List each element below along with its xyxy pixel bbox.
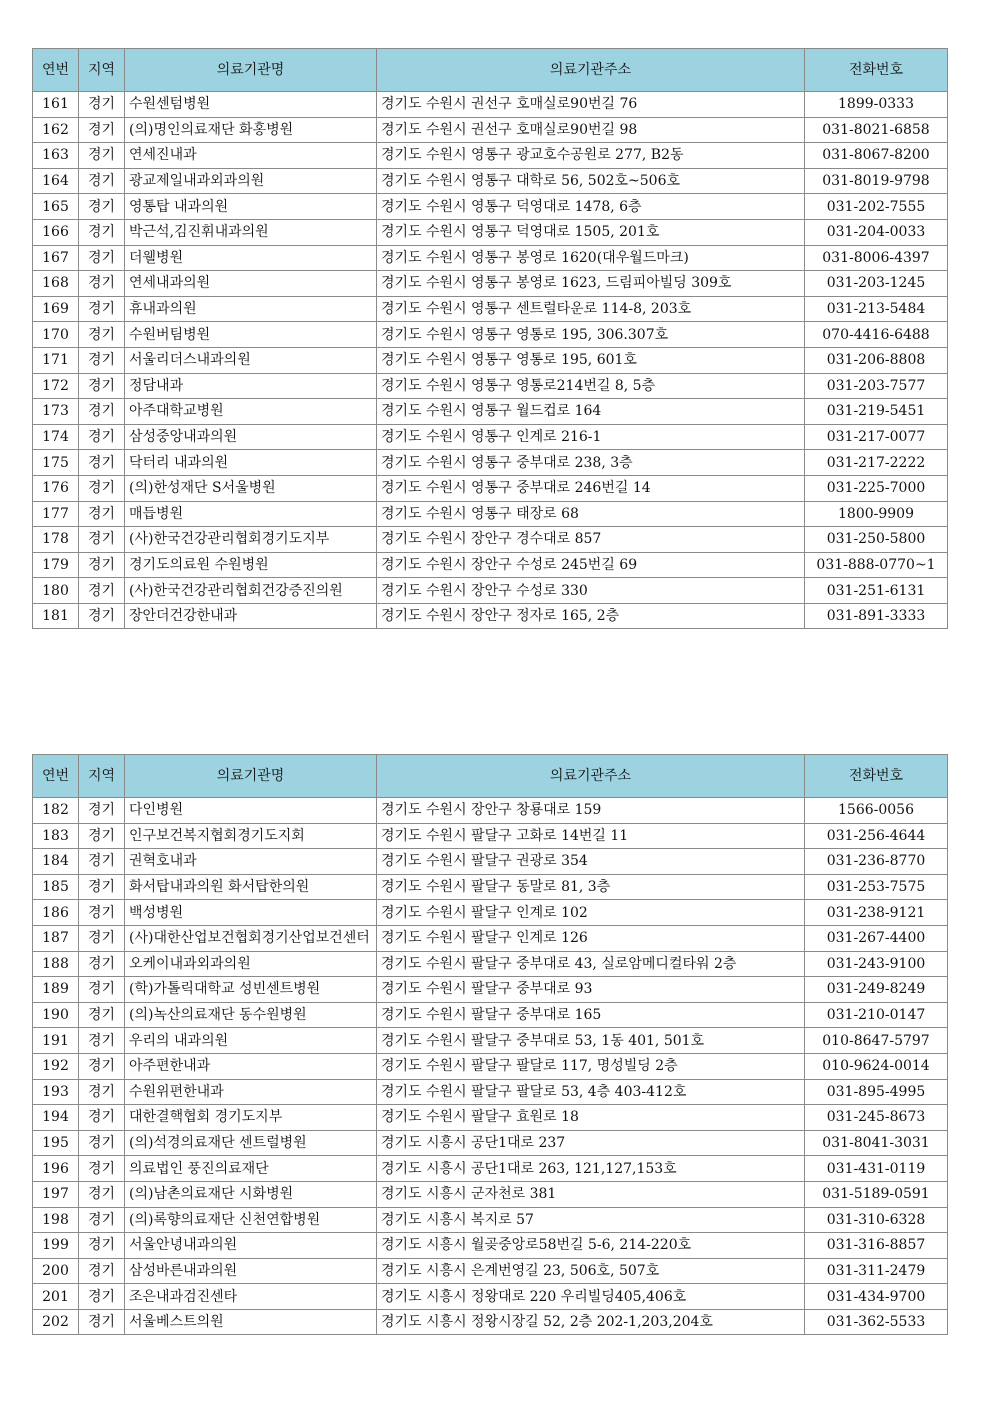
row-address: 경기도 시흥시 공단1대로 237 <box>377 1130 805 1156</box>
row-phone: 031-362-5533 <box>805 1309 948 1335</box>
table-row <box>33 951 948 977</box>
table-row <box>33 1233 948 1259</box>
row-institution-name: 수원버팀병원 <box>125 322 377 348</box>
header-institution-name: 의료기관명 <box>125 755 377 798</box>
table-row <box>33 450 948 476</box>
row-number: 195 <box>33 1130 79 1156</box>
row-region: 경기 <box>79 347 125 373</box>
row-number: 200 <box>33 1258 79 1284</box>
row-number: 181 <box>33 603 79 629</box>
row-institution-name: 광교제일내과외과의원 <box>125 168 377 194</box>
table-row <box>33 527 948 553</box>
row-institution-name: (사)대한산업보건협회경기산업보건센터 <box>125 925 377 951</box>
header-phone: 전화번호 <box>805 49 948 92</box>
row-address: 경기도 시흥시 정왕대로 220 우리빌딩405,406호 <box>377 1284 805 1310</box>
header-institution-name: 의료기관명 <box>125 49 377 92</box>
table-row <box>33 798 948 824</box>
table-row <box>33 245 948 271</box>
row-number: 199 <box>33 1233 79 1259</box>
row-region: 경기 <box>79 92 125 118</box>
row-region: 경기 <box>79 1079 125 1105</box>
row-number: 170 <box>33 322 79 348</box>
header-institution-address: 의료기관주소 <box>377 755 805 798</box>
table-row <box>33 578 948 604</box>
row-number: 171 <box>33 347 79 373</box>
row-phone: 031-891-3333 <box>805 603 948 629</box>
row-region: 경기 <box>79 424 125 450</box>
row-address: 경기도 수원시 영통구 덕영대로 1478, 6층 <box>377 194 805 220</box>
row-number: 166 <box>33 219 79 245</box>
row-institution-name: 삼성바른내과의원 <box>125 1258 377 1284</box>
row-institution-name: 아주편한내과 <box>125 1053 377 1079</box>
row-region: 경기 <box>79 798 125 824</box>
row-region: 경기 <box>79 951 125 977</box>
row-address: 경기도 수원시 팔달구 인계로 102 <box>377 900 805 926</box>
row-institution-name: 의료법인 풍진의료재단 <box>125 1156 377 1182</box>
row-phone: 031-310-6328 <box>805 1207 948 1233</box>
table-row <box>33 552 948 578</box>
row-phone: 031-251-6131 <box>805 578 948 604</box>
table-row <box>33 1207 948 1233</box>
row-institution-name: (의)록향의료재단 신천연합병원 <box>125 1207 377 1233</box>
header-no: 연번 <box>33 755 79 798</box>
row-address: 경기도 수원시 영통구 봉영로 1620(대우월드마크) <box>377 245 805 271</box>
row-institution-name: 더웰병원 <box>125 245 377 271</box>
row-region: 경기 <box>79 296 125 322</box>
row-number: 179 <box>33 552 79 578</box>
row-phone: 031-219-5451 <box>805 399 948 425</box>
row-region: 경기 <box>79 1233 125 1259</box>
header-region: 지역 <box>79 49 125 92</box>
row-region: 경기 <box>79 219 125 245</box>
row-institution-name: 닥터리 내과의원 <box>125 450 377 476</box>
row-number: 190 <box>33 1002 79 1028</box>
row-phone: 031-434-9700 <box>805 1284 948 1310</box>
table-row <box>33 143 948 169</box>
row-number: 186 <box>33 900 79 926</box>
table-row <box>33 1181 948 1207</box>
row-institution-name: 대한결핵협회 경기도지부 <box>125 1105 377 1131</box>
row-address: 경기도 시흥시 은계번영길 23, 506호, 507호 <box>377 1258 805 1284</box>
row-phone: 031-431-0119 <box>805 1156 948 1182</box>
row-address: 경기도 시흥시 복지로 57 <box>377 1207 805 1233</box>
row-region: 경기 <box>79 245 125 271</box>
row-phone: 031-245-8673 <box>805 1105 948 1131</box>
row-phone: 031-213-5484 <box>805 296 948 322</box>
row-address: 경기도 수원시 팔달구 팔달로 53, 4층 403-412호 <box>377 1079 805 1105</box>
row-number: 176 <box>33 475 79 501</box>
table-row <box>33 475 948 501</box>
row-region: 경기 <box>79 849 125 875</box>
row-institution-name: (의)한성재단 S서울병원 <box>125 475 377 501</box>
row-address: 경기도 수원시 영통구 영통로 195, 306.307호 <box>377 322 805 348</box>
row-number: 178 <box>33 527 79 553</box>
table-row <box>33 501 948 527</box>
row-address: 경기도 수원시 팔달구 인계로 126 <box>377 925 805 951</box>
table-row <box>33 271 948 297</box>
row-institution-name: 다인병원 <box>125 798 377 824</box>
row-number: 196 <box>33 1156 79 1182</box>
row-region: 경기 <box>79 373 125 399</box>
row-address: 경기도 수원시 장안구 수성로 245번길 69 <box>377 552 805 578</box>
row-address: 경기도 수원시 팔달구 팔달로 117, 명성빌딩 2층 <box>377 1053 805 1079</box>
row-region: 경기 <box>79 1181 125 1207</box>
row-address: 경기도 수원시 영통구 영통로 195, 601호 <box>377 347 805 373</box>
row-institution-name: (의)녹산의료재단 동수원병원 <box>125 1002 377 1028</box>
table-row <box>33 1309 948 1335</box>
row-phone: 010-9624-0014 <box>805 1053 948 1079</box>
row-phone: 031-311-2479 <box>805 1258 948 1284</box>
row-number: 198 <box>33 1207 79 1233</box>
row-number: 191 <box>33 1028 79 1054</box>
row-address: 경기도 수원시 팔달구 중부대로 53, 1동 401, 501호 <box>377 1028 805 1054</box>
row-phone: 031-236-8770 <box>805 849 948 875</box>
row-region: 경기 <box>79 322 125 348</box>
row-institution-name: (의)석경의료재단 센트럴병원 <box>125 1130 377 1156</box>
row-phone: 031-238-9121 <box>805 900 948 926</box>
table-row <box>33 1130 948 1156</box>
row-phone: 1800-9909 <box>805 501 948 527</box>
header-no: 연번 <box>33 49 79 92</box>
row-phone: 031-243-9100 <box>805 951 948 977</box>
table-row <box>33 977 948 1003</box>
row-address: 경기도 수원시 팔달구 중부대로 165 <box>377 1002 805 1028</box>
row-address: 경기도 수원시 팔달구 동말로 81, 3층 <box>377 874 805 900</box>
table-row <box>33 874 948 900</box>
row-number: 163 <box>33 143 79 169</box>
table-row <box>33 168 948 194</box>
row-address: 경기도 시흥시 월곶중앙로58번길 5-6, 214-220호 <box>377 1233 805 1259</box>
row-institution-name: 백성병원 <box>125 900 377 926</box>
table-row <box>33 117 948 143</box>
row-institution-name: 우리의 내과의원 <box>125 1028 377 1054</box>
row-number: 189 <box>33 977 79 1003</box>
row-phone: 031-8041-3031 <box>805 1130 948 1156</box>
row-phone: 031-203-7577 <box>805 373 948 399</box>
row-phone: 031-217-2222 <box>805 450 948 476</box>
row-number: 193 <box>33 1079 79 1105</box>
row-phone: 031-267-4400 <box>805 925 948 951</box>
row-region: 경기 <box>79 1258 125 1284</box>
table-row <box>33 1105 948 1131</box>
row-address: 경기도 수원시 영통구 중부대로 246번길 14 <box>377 475 805 501</box>
row-region: 경기 <box>79 1156 125 1182</box>
row-region: 경기 <box>79 603 125 629</box>
row-address: 경기도 수원시 장안구 정자로 165, 2층 <box>377 603 805 629</box>
row-phone: 031-8067-8200 <box>805 143 948 169</box>
row-address: 경기도 수원시 영통구 중부대로 238, 3층 <box>377 450 805 476</box>
row-region: 경기 <box>79 874 125 900</box>
table-row <box>33 1258 948 1284</box>
row-number: 185 <box>33 874 79 900</box>
row-region: 경기 <box>79 925 125 951</box>
row-phone: 031-256-4644 <box>805 823 948 849</box>
row-institution-name: (사)한국건강관리협회경기도지부 <box>125 527 377 553</box>
row-phone: 031-8021-6858 <box>805 117 948 143</box>
table-row <box>33 823 948 849</box>
row-institution-name: 장안더건강한내과 <box>125 603 377 629</box>
row-region: 경기 <box>79 1105 125 1131</box>
row-institution-name: 서울베스트의원 <box>125 1309 377 1335</box>
row-address: 경기도 수원시 팔달구 중부대로 43, 실로암메디컬타워 2층 <box>377 951 805 977</box>
row-phone: 031-5189-0591 <box>805 1181 948 1207</box>
row-address: 경기도 수원시 영통구 인계로 216-1 <box>377 424 805 450</box>
row-region: 경기 <box>79 450 125 476</box>
table-row <box>33 296 948 322</box>
row-phone: 031-8006-4397 <box>805 245 948 271</box>
table-row <box>33 373 948 399</box>
table-row <box>33 399 948 425</box>
table-row <box>33 92 948 118</box>
row-address: 경기도 수원시 팔달구 효원로 18 <box>377 1105 805 1131</box>
row-address: 경기도 수원시 장안구 경수대로 857 <box>377 527 805 553</box>
row-number: 167 <box>33 245 79 271</box>
row-number: 173 <box>33 399 79 425</box>
row-phone: 031-253-7575 <box>805 874 948 900</box>
row-address: 경기도 수원시 영통구 월드컵로 164 <box>377 399 805 425</box>
row-number: 183 <box>33 823 79 849</box>
row-phone: 031-210-0147 <box>805 1002 948 1028</box>
row-number: 165 <box>33 194 79 220</box>
row-address: 경기도 수원시 권선구 호매실로90번길 76 <box>377 92 805 118</box>
row-phone: 031-202-7555 <box>805 194 948 220</box>
table-row <box>33 603 948 629</box>
table-row <box>33 900 948 926</box>
table-row <box>33 322 948 348</box>
row-region: 경기 <box>79 168 125 194</box>
row-address: 경기도 시흥시 군자천로 381 <box>377 1181 805 1207</box>
row-address: 경기도 수원시 팔달구 권광로 354 <box>377 849 805 875</box>
row-region: 경기 <box>79 194 125 220</box>
row-institution-name: 매듭병원 <box>125 501 377 527</box>
row-number: 197 <box>33 1181 79 1207</box>
row-institution-name: 박근석,김진휘내과의원 <box>125 219 377 245</box>
row-number: 161 <box>33 92 79 118</box>
row-institution-name: 아주대학교병원 <box>125 399 377 425</box>
row-phone: 031-206-8808 <box>805 347 948 373</box>
header-institution-address: 의료기관주소 <box>377 49 805 92</box>
row-address: 경기도 수원시 팔달구 고화로 14번길 11 <box>377 823 805 849</box>
row-number: 162 <box>33 117 79 143</box>
row-address: 경기도 수원시 영통구 광교호수공원로 277, B2동 <box>377 143 805 169</box>
row-institution-name: 영통탑 내과의원 <box>125 194 377 220</box>
table-row <box>33 925 948 951</box>
row-number: 164 <box>33 168 79 194</box>
row-phone: 070-4416-6488 <box>805 322 948 348</box>
row-address: 경기도 수원시 영통구 태장로 68 <box>377 501 805 527</box>
row-number: 194 <box>33 1105 79 1131</box>
table-row <box>33 1156 948 1182</box>
table-row <box>33 1284 948 1310</box>
row-address: 경기도 수원시 장안구 창룡대로 159 <box>377 798 805 824</box>
row-phone: 031-250-5800 <box>805 527 948 553</box>
table-row <box>33 194 948 220</box>
row-phone: 031-204-0033 <box>805 219 948 245</box>
row-region: 경기 <box>79 1284 125 1310</box>
row-institution-name: 조은내과검진센타 <box>125 1284 377 1310</box>
row-region: 경기 <box>79 578 125 604</box>
row-institution-name: (학)가톨릭대학교 성빈센트병원 <box>125 977 377 1003</box>
row-number: 188 <box>33 951 79 977</box>
row-region: 경기 <box>79 823 125 849</box>
row-address: 경기도 시흥시 공단1대로 263, 121,127,153호 <box>377 1156 805 1182</box>
row-region: 경기 <box>79 1309 125 1335</box>
row-address: 경기도 수원시 영통구 덕영대로 1505, 201호 <box>377 219 805 245</box>
row-region: 경기 <box>79 1053 125 1079</box>
row-institution-name: 경기도의료원 수원병원 <box>125 552 377 578</box>
row-number: 184 <box>33 849 79 875</box>
row-address: 경기도 수원시 팔달구 중부대로 93 <box>377 977 805 1003</box>
row-region: 경기 <box>79 1002 125 1028</box>
row-number: 202 <box>33 1309 79 1335</box>
row-number: 175 <box>33 450 79 476</box>
row-number: 201 <box>33 1284 79 1310</box>
table-row <box>33 1079 948 1105</box>
row-phone: 031-316-8857 <box>805 1233 948 1259</box>
row-institution-name: 서울리더스내과의원 <box>125 347 377 373</box>
row-region: 경기 <box>79 399 125 425</box>
row-phone: 031-217-0077 <box>805 424 948 450</box>
row-institution-name: 휴내과의원 <box>125 296 377 322</box>
row-region: 경기 <box>79 900 125 926</box>
row-region: 경기 <box>79 117 125 143</box>
row-region: 경기 <box>79 552 125 578</box>
row-phone: 031-895-4995 <box>805 1079 948 1105</box>
row-region: 경기 <box>79 143 125 169</box>
row-address: 경기도 시흥시 정왕시장길 52, 2층 202-1,203,204호 <box>377 1309 805 1335</box>
row-region: 경기 <box>79 1207 125 1233</box>
header-phone: 전화번호 <box>805 755 948 798</box>
row-number: 182 <box>33 798 79 824</box>
row-phone: 010-8647-5797 <box>805 1028 948 1054</box>
row-number: 174 <box>33 424 79 450</box>
row-address: 경기도 수원시 영통구 봉영로 1623, 드림피아빌딩 309호 <box>377 271 805 297</box>
row-phone: 031-225-7000 <box>805 475 948 501</box>
table-row <box>33 424 948 450</box>
row-number: 172 <box>33 373 79 399</box>
header-region: 지역 <box>79 755 125 798</box>
row-institution-name: (의)남촌의료재단 시화병원 <box>125 1181 377 1207</box>
row-region: 경기 <box>79 977 125 1003</box>
table-row <box>33 1053 948 1079</box>
row-phone: 1899-0333 <box>805 92 948 118</box>
table-row <box>33 1028 948 1054</box>
row-institution-name: 삼성중앙내과의원 <box>125 424 377 450</box>
row-address: 경기도 수원시 영통구 센트럴타운로 114-8, 203호 <box>377 296 805 322</box>
table-header-row <box>33 49 948 92</box>
row-phone: 031-203-1245 <box>805 271 948 297</box>
row-institution-name: 연세진내과 <box>125 143 377 169</box>
row-number: 169 <box>33 296 79 322</box>
row-number: 180 <box>33 578 79 604</box>
row-phone: 031-249-8249 <box>805 977 948 1003</box>
row-region: 경기 <box>79 271 125 297</box>
table-row <box>33 1002 948 1028</box>
row-institution-name: 권혁호내과 <box>125 849 377 875</box>
row-region: 경기 <box>79 475 125 501</box>
row-institution-name: (사)한국건강관리협회건강증진의원 <box>125 578 377 604</box>
row-institution-name: (의)명인의료재단 화홍병원 <box>125 117 377 143</box>
row-institution-name: 연세내과의원 <box>125 271 377 297</box>
row-institution-name: 정담내과 <box>125 373 377 399</box>
row-address: 경기도 수원시 장안구 수성로 330 <box>377 578 805 604</box>
row-address: 경기도 수원시 권선구 호매실로90번길 98 <box>377 117 805 143</box>
row-phone: 031-8019-9798 <box>805 168 948 194</box>
row-institution-name: 오케이내과외과의원 <box>125 951 377 977</box>
row-phone: 1566-0056 <box>805 798 948 824</box>
row-institution-name: 인구보건복지협회경기도지회 <box>125 823 377 849</box>
row-phone: 031-888-0770~1 <box>805 552 948 578</box>
row-institution-name: 서울안녕내과의원 <box>125 1233 377 1259</box>
row-number: 168 <box>33 271 79 297</box>
hospital-table-2 <box>32 754 948 1335</box>
table-header-row <box>33 755 948 798</box>
row-number: 177 <box>33 501 79 527</box>
row-region: 경기 <box>79 501 125 527</box>
row-address: 경기도 수원시 영통구 대학로 56, 502호~506호 <box>377 168 805 194</box>
row-institution-name: 수원센텀병원 <box>125 92 377 118</box>
table-row <box>33 849 948 875</box>
row-region: 경기 <box>79 527 125 553</box>
row-institution-name: 화서탑내과의원 화서탑한의원 <box>125 874 377 900</box>
row-number: 187 <box>33 925 79 951</box>
row-region: 경기 <box>79 1028 125 1054</box>
row-number: 192 <box>33 1053 79 1079</box>
row-region: 경기 <box>79 1130 125 1156</box>
table-row <box>33 347 948 373</box>
table-row <box>33 219 948 245</box>
hospital-table-1 <box>32 48 948 629</box>
row-institution-name: 수원위편한내과 <box>125 1079 377 1105</box>
row-address: 경기도 수원시 영통구 영통로214번길 8, 5층 <box>377 373 805 399</box>
